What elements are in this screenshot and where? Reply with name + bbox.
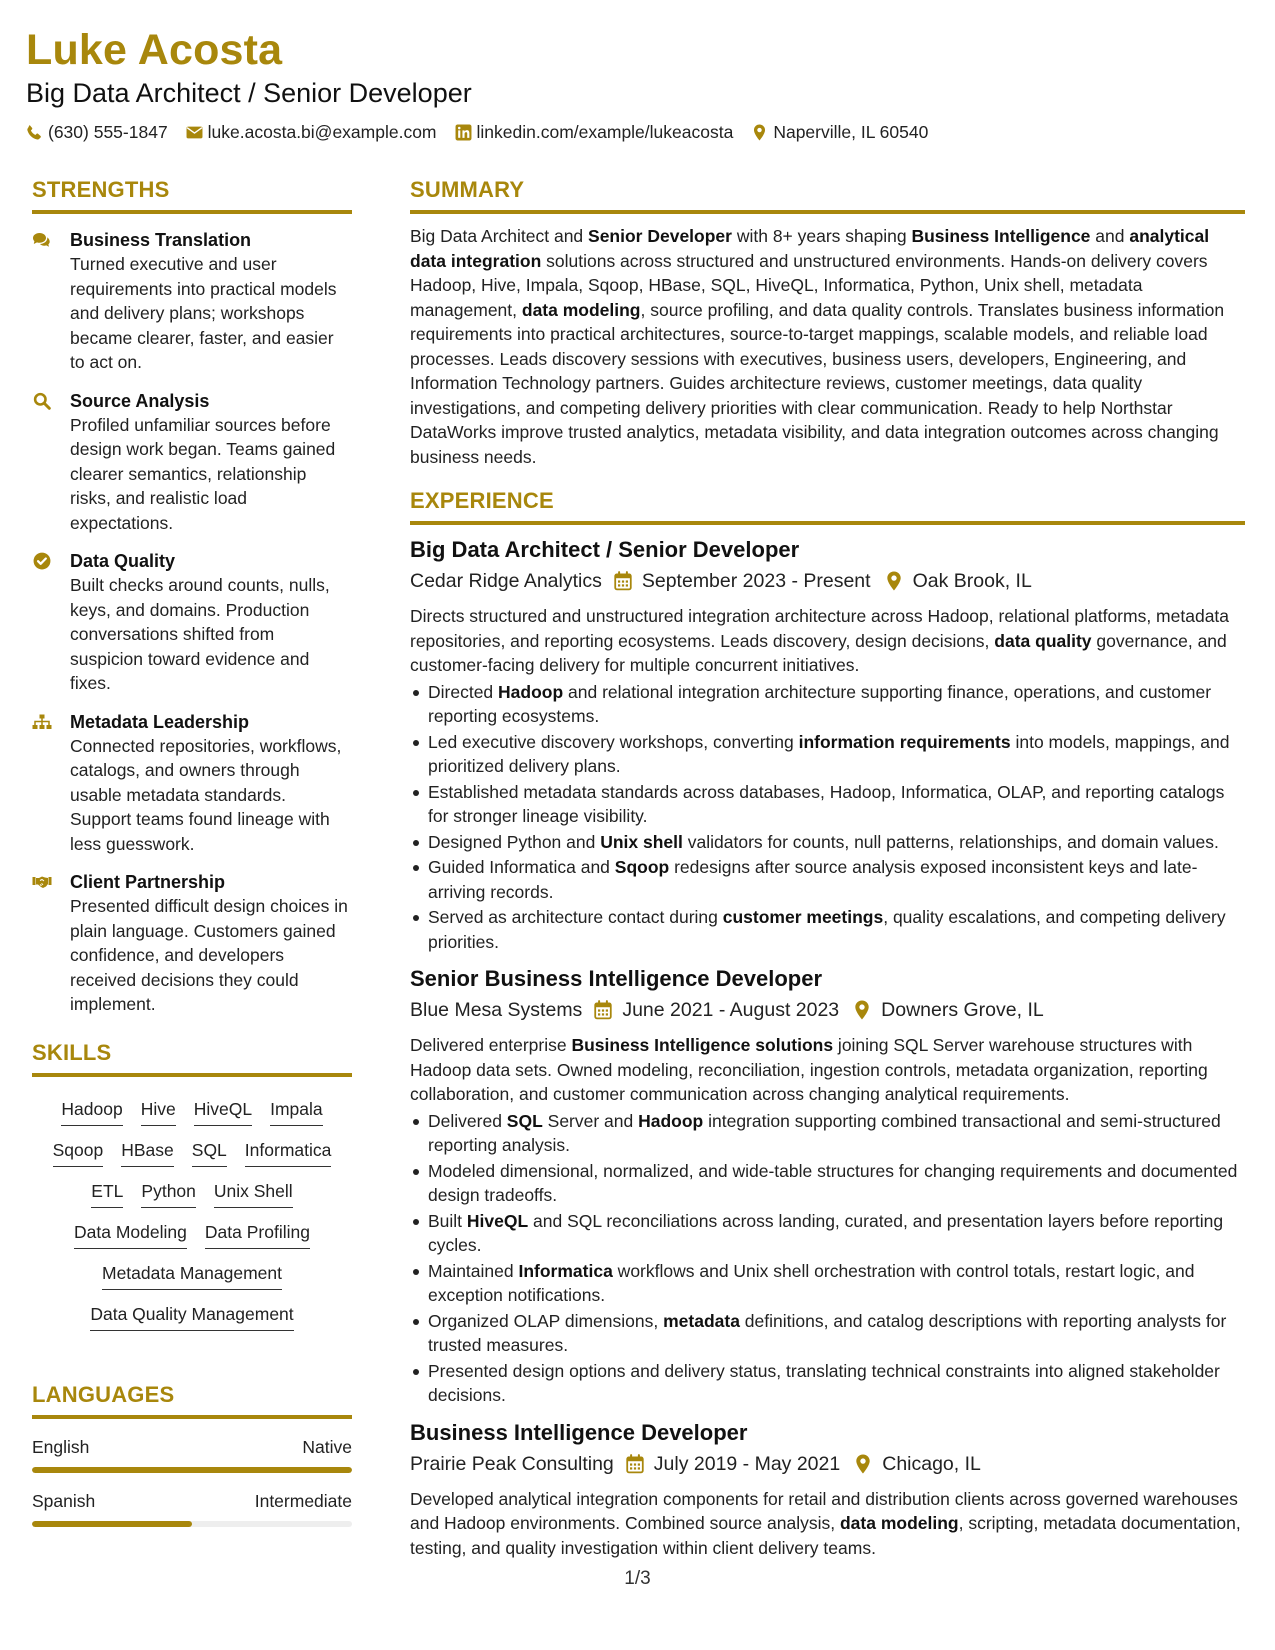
strengths-list [32, 228, 352, 1017]
strength-body [70, 549, 352, 696]
text-segment: Modeled dimensional, normalized, and wide-table structures for changing requirements and documented design tradeoffs. [428, 1160, 1238, 1205]
strength-description: Built checks around counts, nulls, keys, and domains. Production conversations shifted from suspicion toward evidence and fixes. [70, 575, 330, 693]
language-row [32, 1489, 352, 1513]
strength-body [70, 228, 352, 375]
strength-item [32, 870, 352, 1017]
job-description [410, 1487, 1245, 1561]
proficiency-fill [32, 1467, 352, 1473]
summary-text [410, 224, 1245, 469]
language-name: English [32, 1436, 90, 1457]
language-name: Spanish [32, 1490, 96, 1511]
map-marker-icon [854, 1454, 872, 1474]
job-bullet [410, 1309, 1245, 1358]
language-item [32, 1489, 352, 1527]
candidate-title: Big Data Architect / Senior Developer [26, 78, 472, 108]
calendar-icon [614, 571, 632, 591]
left-column [32, 176, 352, 1527]
skill-tag: Data Profiling [205, 1220, 310, 1249]
experience-heading: EXPERIENCE [410, 487, 1245, 525]
skills-section [32, 1039, 352, 1331]
company-name: Blue Mesa Systems [410, 999, 583, 1021]
strength-icon-wrap [32, 710, 70, 857]
job-location: Downers Grove, IL [881, 999, 1044, 1021]
company-name: Cedar Ridge Analytics [410, 570, 602, 592]
skill-tag: Impala [270, 1097, 323, 1126]
skill-row [32, 1261, 352, 1290]
skill-row [32, 1302, 352, 1331]
strength-item [32, 228, 352, 375]
skill-tag: HiveQL [194, 1097, 252, 1126]
skill-tag: HBase [121, 1138, 174, 1167]
job-bullet [410, 830, 1245, 855]
proficiency-fill [32, 1521, 192, 1527]
comments-icon [32, 231, 52, 249]
text-segment: , scripting, metadata documentation, testing, and quality investigation within client delivery teams. [410, 1513, 1241, 1558]
handshake-icon [32, 873, 52, 891]
job-entry [410, 1418, 1245, 1561]
text-segment: Served as architecture contact during [428, 907, 723, 927]
text-segment: redesigns after source analysis exposed inconsistent keys and late-arriving records. [428, 857, 1198, 902]
text-segment: workflows and Unix shell orchestration with control totals, restart logic, and exception notifications. [428, 1260, 1195, 1305]
bold-text: data modeling [521, 299, 641, 320]
job-title: Business Intelligence Developer [410, 1419, 748, 1445]
bold-text: data modeling [839, 1513, 959, 1533]
language-item [32, 1435, 352, 1473]
strength-title: Client Partnership [70, 872, 226, 892]
skill-row [32, 1097, 352, 1126]
bold-text: Unix shell [600, 831, 683, 852]
skill-tag: Data Modeling [74, 1220, 187, 1249]
language-level: Native [302, 1436, 352, 1457]
strength-description: Connected repositories, workflows, catalogs, and owners through usable metadata standards. Support teams found lineage with less guesswork. [70, 735, 342, 854]
job-description [410, 604, 1245, 678]
languages-section [32, 1381, 352, 1527]
job-title: Big Data Architect / Senior Developer [410, 537, 800, 562]
text-segment: , quality escalations, and competing delivery priorities. [428, 907, 1226, 952]
bold-text: Hadoop [498, 681, 564, 702]
strengths-section [32, 176, 352, 1017]
text-segment: Directed [428, 681, 499, 702]
job-dates: September 2023 - Present [641, 570, 871, 592]
language-level: Intermediate [254, 1490, 352, 1511]
proficiency-bar [32, 1521, 352, 1527]
job-dates: July 2019 - May 2021 [653, 1452, 841, 1475]
strength-description: Turned executive and user requirements into practical models and delivery plans; workshops became clearer, faster, and easier to act on. [70, 254, 337, 372]
page-number: 1/3 [624, 1568, 651, 1589]
strength-icon-wrap [32, 870, 70, 1017]
text-segment: Organized OLAP dimensions, [428, 1310, 664, 1331]
text-segment: Big Data Architect and [410, 226, 589, 246]
bold-text: data quality [994, 630, 1092, 651]
contact-linkedin [455, 122, 734, 143]
job-location: Chicago, IL [882, 1452, 981, 1475]
language-row [32, 1435, 352, 1459]
bold-text: HiveQL [466, 1210, 529, 1231]
bold-text: Informatica [518, 1260, 613, 1281]
text-segment: integration supporting combined transactional and semi-structured reporting analysis. [428, 1110, 1221, 1155]
text-segment: validators for counts, null patterns, relationships, and domain values. [682, 831, 1219, 852]
text-segment: Directs structured and unstructured integration architecture across Hadoop, relational platforms, metadata repositories, and reporting ecosystems. Leads discovery, design decisions, [410, 606, 1230, 651]
job-meta [410, 995, 1245, 1025]
skill-tag: Python [141, 1179, 195, 1208]
strength-icon-wrap [32, 228, 70, 375]
skill-tag: Sqoop [53, 1138, 104, 1167]
skills-heading: SKILLS [32, 1039, 352, 1077]
strength-body [70, 710, 352, 857]
skill-tag: SQL [192, 1138, 227, 1167]
text-segment: Maintained [428, 1260, 519, 1281]
bold-text: Business Intelligence [911, 226, 1091, 246]
job-meta [410, 1449, 1245, 1479]
skill-row [32, 1179, 352, 1208]
skill-row [32, 1220, 352, 1249]
job-bullet [410, 1159, 1245, 1208]
linkedin-link[interactable]: linkedin.com/example/lukeacosta [476, 122, 734, 142]
text-segment: into models, mappings, and prioritized delivery plans. [428, 731, 1230, 776]
strength-description: Profiled unfamiliar sources before design work began. Teams gained clearer semantics, relationship risks, and realistic load expectations. [70, 414, 336, 533]
languages-heading: LANGUAGES [32, 1381, 352, 1419]
job-location: Oak Brook, IL [912, 570, 1032, 592]
contact-email [186, 122, 437, 143]
skills-list [32, 1077, 352, 1331]
strengths-heading: STRENGTHS [32, 176, 352, 214]
text-segment: definitions, and catalog descriptions with reporting analysts for trusted measures. [428, 1310, 1227, 1355]
phone-icon [26, 124, 43, 141]
text-segment: Led executive discovery workshops, converting [428, 731, 799, 752]
bold-text: analytical data integration [410, 226, 1210, 271]
map-marker-icon [751, 124, 768, 141]
bold-text: customer meetings [722, 907, 884, 927]
resume-header [26, 24, 1246, 143]
text-segment: Presented design options and delivery status, translating technical constraints into aligned stakeholder decisions. [428, 1360, 1220, 1405]
skill-tag: Unix Shell [214, 1179, 293, 1208]
bold-text: information requirements [798, 731, 1011, 752]
job-description [410, 1033, 1245, 1107]
strength-item [32, 710, 352, 857]
bold-text: Sqoop [614, 857, 670, 877]
location-text: Naperville, IL 60540 [773, 122, 929, 142]
strength-description: Presented difficult design choices in plain language. Customers gained confidence, and developers received decisions they could implement. [70, 896, 348, 1014]
search-icon [32, 392, 52, 410]
skill-tag: Informatica [245, 1138, 332, 1167]
strength-title: Source Analysis [70, 390, 210, 411]
job-meta [410, 566, 1245, 596]
check-circle-icon [32, 552, 52, 570]
text-segment: and [1090, 226, 1130, 246]
skill-tag: Hadoop [61, 1097, 122, 1126]
text-segment: and relational integration architecture supporting finance, operations, and customer reporting ecosystems. [428, 681, 1212, 726]
text-segment: joining SQL Server warehouse structures with Hadoop data sets. Owned modeling, reconciliation, ingestion controls, metadata organization, reporting collaboration, and customer communication across changing analytical requirements. [410, 1035, 1208, 1104]
strength-title: Business Translation [70, 230, 252, 250]
text-segment: Designed Python and [428, 831, 601, 852]
contact-phone [26, 122, 168, 143]
job-entry [410, 964, 1245, 1408]
strength-icon-wrap [32, 549, 70, 696]
job-bullet [410, 1359, 1245, 1408]
contact-location [751, 122, 928, 143]
skill-tag: Data Quality Management [90, 1302, 293, 1331]
linkedin-icon [455, 124, 472, 141]
job-bullet [410, 1259, 1245, 1308]
envelope-icon [186, 124, 203, 141]
map-marker-icon [853, 1000, 871, 1020]
job-bullet [410, 1109, 1245, 1158]
calendar-icon [626, 1454, 644, 1474]
phone-text[interactable]: (630) 555-1847 [48, 122, 168, 142]
contact-bar [26, 122, 1246, 143]
job-entry [410, 535, 1245, 954]
text-segment: Built [428, 1210, 467, 1231]
skill-row [32, 1138, 352, 1167]
company-name: Prairie Peak Consulting [410, 1452, 614, 1475]
skill-tag: Metadata Management [102, 1261, 282, 1290]
text-segment: governance, and customer-facing delivery for multiple concurrent initiatives. [410, 630, 1227, 675]
calendar-icon [594, 1000, 612, 1020]
text-segment: , source profiling, and data quality controls. Translates business information requirements into practical architectures, source-to-target mappings, scalable models, and reliable load processes. Leads discovery sessions with executives, business users, developers, Engineering, and Information Technology partners. Guides architecture reviews, customer meetings, data quality investigations, and competing delivery priorities with clear communication. Ready to help Northstar DataWorks improve trusted analytics, metadata visibility, and data integration outcomes across changing business needs. [410, 299, 1225, 467]
strength-title: Metadata Leadership [70, 711, 250, 732]
job-dates: June 2021 - August 2023 [622, 999, 840, 1021]
strength-item [32, 549, 352, 696]
map-marker-icon [885, 571, 903, 591]
text-segment: solutions across structured and unstructured environments. Hands-on delivery covers Hadoop, Hive, Impala, Sqoop, HBase, SQL, HiveQL, Informatica, Python, Unix shell, metadata management, [410, 250, 1208, 320]
summary-heading: SUMMARY [410, 176, 1245, 214]
candidate-name: Luke Acosta [26, 26, 283, 74]
job-bullet [410, 855, 1245, 904]
bold-text: SQL [506, 1110, 543, 1131]
job-bullet [410, 1209, 1245, 1258]
bold-text: Business Intelligence solutions [571, 1035, 834, 1055]
languages-list [32, 1435, 352, 1527]
proficiency-bar [32, 1467, 352, 1473]
jobs-list [410, 535, 1245, 1560]
right-column [410, 176, 1245, 1560]
text-segment: Delivered enterprise [410, 1035, 572, 1055]
job-bullet [410, 680, 1245, 729]
strength-item [32, 389, 352, 536]
job-bullet [410, 780, 1245, 829]
text-segment: Developed analytical integration components for retail and distribution clients across governed warehouses and Hadoop environments. Combined source analysis, [410, 1488, 1238, 1533]
job-title: Senior Business Intelligence Developer [410, 966, 823, 991]
email-link[interactable]: luke.acosta.bi@example.com [207, 122, 437, 142]
experience-section [410, 487, 1245, 1560]
text-segment: with 8+ years shaping [731, 226, 912, 246]
strength-title: Data Quality [70, 551, 176, 571]
text-segment: Established metadata standards across databases, Hadoop, Informatica, OLAP, and reporting catalogs for stronger lineage visibility. [428, 781, 1225, 826]
sitemap-icon [32, 713, 52, 731]
job-bullets [410, 1109, 1245, 1408]
text-segment: Delivered [428, 1110, 507, 1131]
job-bullet [410, 730, 1245, 779]
text-segment: Guided Informatica and [428, 857, 615, 877]
strength-icon-wrap [32, 389, 70, 536]
bold-text: Hadoop [638, 1110, 704, 1131]
bold-text: metadata [663, 1310, 740, 1331]
text-segment: Server and [542, 1110, 639, 1131]
strength-body [70, 389, 352, 536]
job-bullet [410, 905, 1245, 954]
job-bullets [410, 680, 1245, 955]
bold-text: Senior Developer [588, 226, 732, 246]
strength-body [70, 870, 352, 1017]
skill-tag: ETL [91, 1179, 123, 1208]
skill-tag: Hive [141, 1097, 176, 1126]
summary-section [410, 176, 1245, 469]
text-segment: and SQL reconciliations across landing, curated, and presentation layers before reporting cycles. [428, 1210, 1224, 1255]
